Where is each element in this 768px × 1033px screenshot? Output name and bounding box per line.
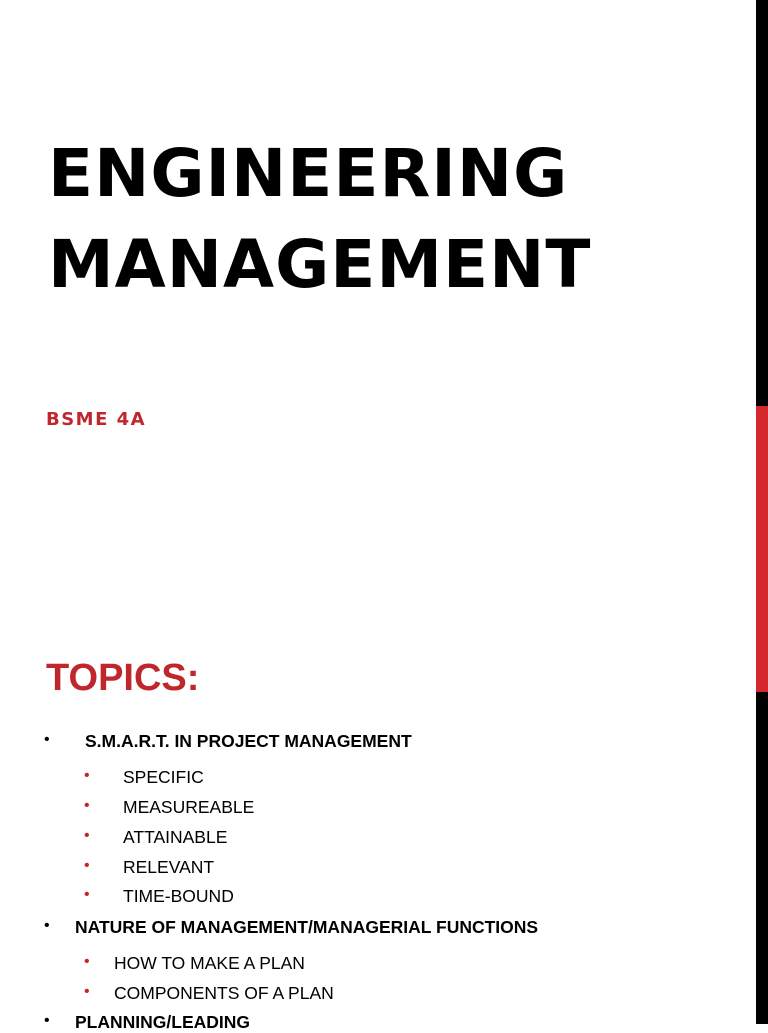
bullet-icon: • (84, 797, 90, 814)
bullet-icon: • (44, 731, 50, 748)
sub-item-label: COMPONENTS OF A PLAN (114, 983, 334, 1003)
sub-item-label: TIME-BOUND (123, 886, 234, 906)
bullet-icon: • (44, 917, 50, 934)
bullet-icon: • (84, 886, 90, 903)
bullet-icon: • (44, 1012, 50, 1029)
slide-edge-bar-bottom (756, 692, 768, 1024)
topic-label: S.M.A.R.T. IN PROJECT MANAGEMENT (85, 731, 412, 751)
sub-item-label: RELEVANT (123, 857, 215, 877)
topics-heading: TOPICS: (46, 657, 200, 699)
sub-item-label: MEASUREABLE (123, 797, 255, 817)
slide-title (48, 128, 591, 310)
bullet-icon: • (84, 983, 90, 1000)
topic-label: PLANNING/LEADING (75, 1012, 250, 1032)
sub-item-label: ATTAINABLE (123, 827, 228, 847)
slide-title-line-2: MANAGEMENT (48, 226, 592, 303)
sub-item-label: SPECIFIC (123, 767, 204, 787)
bullet-icon: • (84, 953, 90, 970)
slide-edge-bar-top (756, 0, 768, 406)
bullet-icon: • (84, 827, 90, 844)
slide-edge-bar-red (756, 406, 768, 692)
slide-title-line-1: ENGINEERING (48, 135, 569, 212)
sub-item-label: HOW TO MAKE A PLAN (114, 953, 305, 973)
bullet-icon: • (84, 857, 90, 874)
bullet-icon: • (84, 767, 90, 784)
slide-subtitle: BSME 4A (46, 409, 147, 430)
topic-label: NATURE OF MANAGEMENT/MANAGERIAL FUNCTIONS (75, 917, 539, 937)
